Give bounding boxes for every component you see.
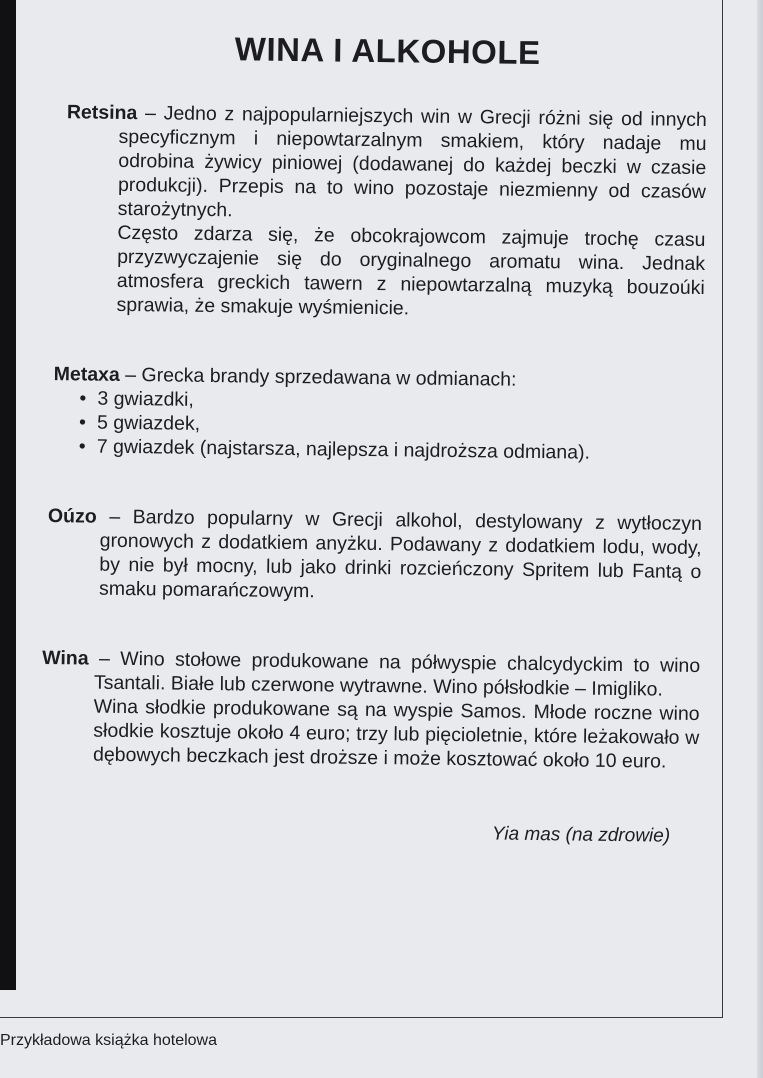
footer-caption: Przykładowa książka hotelowa — [0, 1032, 217, 1049]
signoff: Yia mas (na zdrowie) — [491, 823, 671, 847]
ouzo-paragraph — [47, 504, 702, 608]
entry-metaxa — [53, 362, 704, 466]
retsina-paragraph-2: Często zdarza się, że obcokrajowcom zajmuje trochę czasu przyzwyczajenie się do oryginalnego aromatu wina. Jednak atmosfera greckich tawern z niepowtarzalną muzyką bouzoúki sprawia, że smakuje wyśmienicie. — [116, 221, 706, 320]
retsina-text-1: – Jedno z najpopularniejszych win w Grecji różni się od innych specyficznym i niepowtarzalnym smakiem, który nadaje mu odrobina żywicy piniowej (dodawanej do każdej beczki w czasie produkcji). Przepis na to wino pozostaje niezmienny od czasów starożytnych. — [117, 102, 707, 222]
retsina-paragraph-1 — [66, 100, 707, 228]
ouzo-term: Oúzo — [47, 505, 97, 528]
retsina-term: Retsina — [66, 101, 138, 125]
wina-term: Wina — [42, 646, 89, 670]
wina-paragraph-2: Wina słodkie produkowane są na wyspie Samos. Młode roczne wino słodkie kosztuje około 4 euro; trzy lub pięcioletnie, które leżakowało w dębowych beczkach jest droższe i może kosztować około 10 euro. — [92, 695, 700, 773]
wina-text-1: – Wino stołowe produkowane na półwyspie chalcydyckim to wino Tsantali. Białe lub czerwone wytrawne. Wino półsłodkie – Imigliko. — [88, 647, 701, 701]
ouzo-text: – Bardzo popularny w Grecji alkohol, destylowany z wytłoczyn gronowych z dodatkiem anyżku. Podawany z dodatkiem lodu, wody, by nie był mocny, lub jako drinki rozcieńczony Spritem lub Fantą o smaku pomarańczowym. — [96, 505, 703, 603]
metaxa-term: Metaxa — [53, 363, 120, 386]
metaxa-intro: – Grecka brandy sprzedawana w odmianach: — [119, 363, 517, 391]
wina-paragraph-1 — [42, 646, 701, 702]
entry-ouzo — [47, 504, 702, 608]
list-item: • 3 gwiazdki, — [79, 386, 703, 418]
list-item: • 5 gwiazdek, — [79, 410, 703, 442]
list-item: • 7 gwiazdek (najstarsza, najlepsza i najdroższa odmiana). — [79, 434, 703, 466]
entry-retsina — [64, 100, 707, 324]
page-content — [38, 22, 708, 848]
page-title: WINA I ALKOHOLE — [234, 30, 541, 72]
scan-right-edge — [757, 0, 763, 1078]
metaxa-variants-list — [53, 386, 704, 466]
entry-wina — [41, 646, 700, 774]
